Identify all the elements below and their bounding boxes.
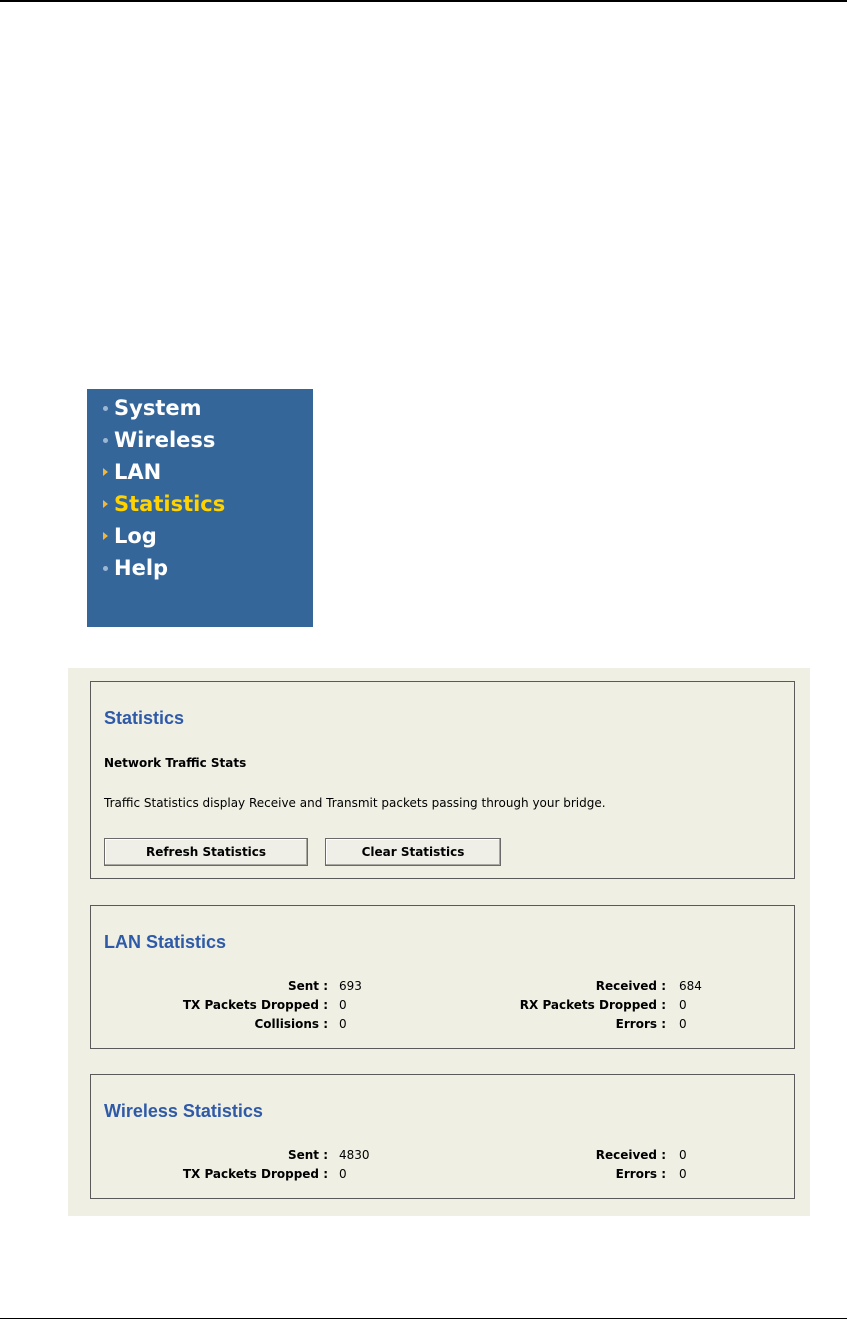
received-value: 684	[679, 979, 702, 993]
sent-label: Sent :	[287, 979, 328, 993]
bottom-rule	[0, 1318, 847, 1319]
errors-value: 0	[679, 1167, 687, 1181]
tx-dropped-label: TX Packets Dropped :	[182, 1167, 328, 1181]
stat-row	[91, 1167, 794, 1186]
stat-row	[91, 979, 794, 998]
arrow-right-icon	[98, 532, 112, 540]
tx-dropped-label: TX Packets Dropped :	[182, 998, 328, 1012]
sent-value: 693	[339, 979, 362, 993]
nav-item-system[interactable]	[87, 392, 313, 424]
section-title: Statistics	[104, 708, 185, 728]
received-label: Received :	[595, 1148, 666, 1162]
nav-item-label: System	[114, 396, 202, 420]
section-subtitle: Network Traffic Stats	[104, 756, 247, 770]
nav-item-statistics[interactable]	[87, 488, 313, 520]
arrow-right-icon	[98, 500, 112, 508]
clear-statistics-button[interactable]: Clear Statistics	[325, 838, 501, 866]
top-rule	[0, 0, 847, 2]
errors-label: Errors :	[615, 1167, 666, 1181]
collisions-label: Collisions :	[254, 1017, 328, 1031]
errors-label: Errors :	[615, 1017, 666, 1031]
nav-item-wireless[interactable]	[87, 424, 313, 456]
section-title: LAN Statistics	[104, 932, 227, 952]
nav-item-help[interactable]	[87, 552, 313, 584]
sent-label: Sent :	[287, 1148, 328, 1162]
nav-menu	[87, 389, 313, 627]
errors-value: 0	[679, 1017, 687, 1031]
bullet-dot-icon	[98, 406, 112, 411]
nav-item-log[interactable]	[87, 520, 313, 552]
refresh-statistics-button[interactable]: Refresh Statistics	[104, 838, 308, 866]
stat-row	[91, 1017, 794, 1036]
bullet-dot-icon	[98, 566, 112, 571]
sent-value: 4830	[339, 1148, 370, 1162]
stat-row	[91, 998, 794, 1017]
statistics-section	[90, 681, 795, 879]
nav-item-label: Statistics	[114, 492, 226, 516]
section-description: Traffic Statistics display Receive and Transmit packets passing through your bridge.	[104, 796, 606, 810]
content-panel	[68, 668, 810, 1216]
collisions-value: 0	[339, 1017, 347, 1031]
nav-item-label: Wireless	[114, 428, 216, 452]
nav-item-label: Help	[114, 556, 169, 580]
rx-dropped-value: 0	[679, 998, 687, 1012]
section-title: Wireless Statistics	[104, 1101, 263, 1121]
arrow-right-icon	[98, 468, 112, 476]
wireless-statistics-section	[90, 1074, 795, 1199]
bullet-dot-icon	[98, 438, 112, 443]
received-value: 0	[679, 1148, 687, 1162]
received-label: Received :	[595, 979, 666, 993]
nav-item-label: LAN	[114, 460, 162, 484]
tx-dropped-value: 0	[339, 1167, 347, 1181]
rx-dropped-label: RX Packets Dropped :	[519, 998, 666, 1012]
nav-item-label: Log	[114, 524, 157, 548]
lan-statistics-section	[90, 905, 795, 1049]
tx-dropped-value: 0	[339, 998, 347, 1012]
stat-row	[91, 1148, 794, 1167]
nav-item-lan[interactable]	[87, 456, 313, 488]
